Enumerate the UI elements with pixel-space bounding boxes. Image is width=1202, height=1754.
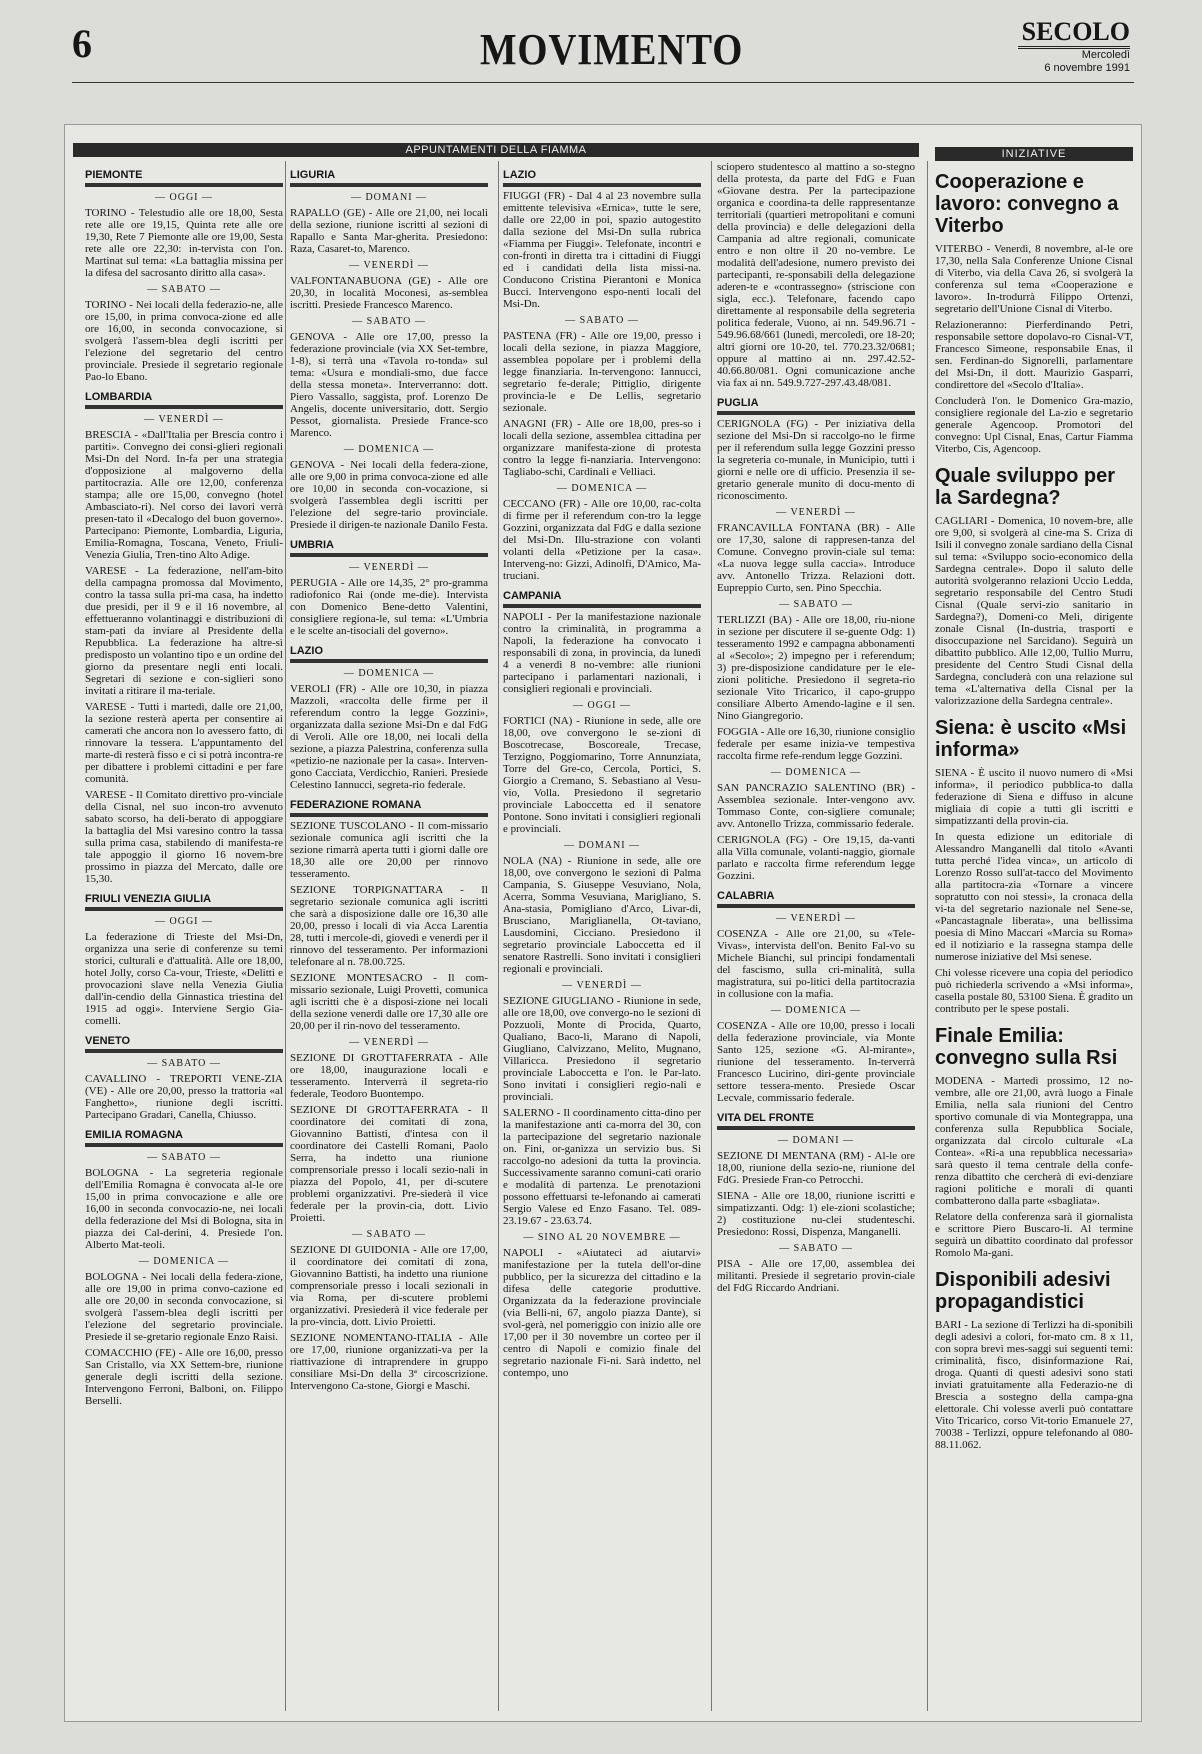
section-heading: CALABRIA <box>717 890 915 908</box>
day-heading: — SABATO — <box>779 599 853 610</box>
day-heading: — SABATO — <box>147 1058 221 1069</box>
announcement: ANAGNI (FR) - Alle ore 18,00, pres-so i locali della sezione, assemblea cittadina per organizzare manifesta-zione di protesta contro la legge fi-nanziaria. Intervengono: Tagliabo-schi, Cardinali e Velliaci. <box>503 418 701 478</box>
day-heading: — VENERDÌ — <box>776 507 856 518</box>
announcement: SEZIONE DI GROTTAFERRATA - Il coordinatore dei comitati di zona, Giovannino Battisti, d'intesa con il coordinatore dei Castelli Romani, Paolo Serra, ha indetto una riunione comprensoriale presso i locali sezio-nali in piazza del Popolo, 41, per di-scutere problemi organizzativi. Pre-siederà il vice federale per la provin-cia, dott. Livio Proietti. <box>290 1104 488 1224</box>
announcement: TORINO - Nei locali della federazio-ne, alle ore 15,00, in prima convoca-zione ed alle ore 16,00, in seconda convocazione, si svolgerà l'assem-blea degli iscritti per l'elezione del segretario del centro provinciale. Presiede il segretario regionale Pao-lo Ebano. <box>85 299 283 383</box>
announcement: La federazione di Trieste del Msi-Dn, organizza una serie di conferenze su temi storici, culturali e d'attualità. Alle ore 18,00, hotel Jolly, corso Ca-vour, Trieste, «Delitti e provocazioni slave nella Venezia Giulia dall'in-cendio della Ginnastica triestina del 1915 ad oggi». Interviene Sergio Gia-comelli. <box>85 931 283 1027</box>
column-1 <box>85 161 283 1711</box>
announcement: FOGGIA - Alle ore 16,30, riunione consiglio federale per esame inizia-ve tempestiva raccolta firme refe-rendum legge Gozzini. <box>717 726 915 762</box>
day-heading: — OGGI — <box>155 192 213 203</box>
day-heading: — DOMANI — <box>350 192 428 203</box>
day-heading: — DOMANI — <box>777 1135 855 1146</box>
column-2 <box>290 161 488 1711</box>
announcement: CECCANO (FR) - Alle ore 10,00, rac-colta di firme per il referendum con-tro la legge Gozzini, organizzata dal FdG e dalla sezione del Msi-Dn. Illu-strazione con volanti volanti della «Petizione per la casa». Interveng-no: Gizzi, Adinolfi, D'Amico, Ma-truciani. <box>503 498 701 582</box>
article-paragraph: Relazioneranno: Pierferdinando Petri, responsabile settore dopolavo-ro Cisnal-VT, Francesco Simeone, responsabile Enas, il sen. Ferdinan-do Signorelli, parlamentare del Msi-Dn, il dott. Maurizio Gasparri, condirettore del «Secolo d'Italia». <box>935 319 1133 391</box>
section-heading: PUGLIA <box>717 397 915 415</box>
announcement: PASTENA (FR) - Alle ore 19,00, presso i locali della sezione, in piazza Maggiore, assemblea popolare per i problemi della legge finanziaria. In-tervengono: Iannucci, segretario fe-derale; Pittiglio, dirigente provincia-le e De Lellis, segretario sezionale. <box>503 330 701 414</box>
section-heading: LAZIO <box>290 645 488 663</box>
announcement: GENOVA - Nei locali della federa-zione, alle ore 9,00 in prima convoca-zione ed alle ore 10,00 in seconda con-vocazione, si svolgerà l'assemblea degli iscritti per l'elezione del segre-tario provinciale. Presiede il dirigen-te nazionale Danilo Festa. <box>290 459 488 531</box>
announcement: NAPOLI - «Aiutateci ad aiutarvi» manifestazione per la tutela dell'or-dine pubblico, per la sicurezza del cittadino e la difesa delle categorie produttive. Organizzata da la federazione provinciale (via Belli-ni, 67, angolo piazza Dante), si svol-gerà, nel pomeriggio con inizio alle ore 17,00 per il 30 novembre un corteo per il centro di Napoli e comizio finale del segretario nazionale Fi-ni. Sarà indetto, nel contempo, uno <box>503 1247 701 1379</box>
article-paragraph: Relatore della conferenza sarà il giornalista e scrittore Piero Buscaro-li. Al termine seguirà un dibattito coordinato dal professor Romolo Ma-gani. <box>935 1211 1133 1259</box>
announcement: COMACCHIO (FE) - Alle ore 16,00, presso San Cristallo, via XX Settem-bre, riunione generale degli iscritti della sezione. Intervengono Ferroni, Balboni, on. Filippo Berselli. <box>85 1347 283 1407</box>
announcement: BOLOGNA - Nei locali della federa-zione, alle ore 19,00 in prima convo-cazione ed alle ore 20,00 in seconda convocazione, si svolgerà l'assem-blea degli iscritti per l'elezione del segretario provinciale. Presiede il se-gretario regionale Enzo Raisi. <box>85 1271 283 1343</box>
column-divider <box>927 161 928 1711</box>
day-heading: — SABATO — <box>352 316 426 327</box>
article-headline: Siena: è uscito «Msi informa» <box>935 717 1127 761</box>
article-headline: Finale Emilia: convegno sulla Rsi <box>935 1025 1118 1069</box>
announcement: SIENA - Alle ore 18,00, riunione iscritti e simpatizzanti. Odg: 1) ele-zioni scolastiche; 2) costituzione nu-clei studenteschi. Presiedono: Rossi, Dispenza, Manganelli. <box>717 1190 915 1238</box>
announcement: PERUGIA - Alle ore 14,35, 2° pro-gramma radiofonico Rai (onde me-die). Intervista con Domenico Bene-detto Valentini, consigliere regiona-le, sul tema: «L'Umbria e le scelte an-tisociali del governo». <box>290 577 488 637</box>
announcement: VARESE - Il Comitato direttivo pro-vinciale della Cisnal, nel suo incon-tro avvenuto sabato scorso, ha deli-berato di appoggiare la battaglia del Msi varesino contro la tassa sulla prima casa, stabilendo di manifesta-re tale appoggio il giorno 16 novem-bre prossimo in piazza del Mercato, dalle ore 15,30. <box>85 789 283 885</box>
day-heading: — DOMENICA — <box>343 668 435 679</box>
section-heading: LAZIO <box>503 169 701 187</box>
announcement: VARESE - Tutti i martedì, dalle ore 21,00, la sezione resterà aperta per consentire ai camerati che ancora non lo avessero fatto, di rinnovare la tessera. L'appuntamento del marte-dì resterà fisso e ci si potrà incontra-re per dibattere i problemi cittadini e per fare comunità. <box>85 701 283 785</box>
newspaper-sheet <box>64 124 1142 1722</box>
announcement: SEZIONE DI MENTANA (RM) - Al-le ore 18,00, riunione della sezio-ne, riunione del FdG. Presiede Fran-co Petrocchi. <box>717 1150 915 1186</box>
masthead <box>1018 18 1130 75</box>
day-heading: — DOMENICA — <box>556 483 648 494</box>
day-heading: — DOMENICA — <box>138 1256 230 1267</box>
article-paragraph: CAGLIARI - Domenica, 10 novem-bre, alle ore 9,00, si svolgerà al cine-ma S. Criza di Isili il convegno zonale sardiano della Cisnal sul tema: «Sviluppo socio-economico della Sardegna centrale». Dopo il saluto delle autorità svolgeranno relazioni Uccio Ledda, segretario responsabile del Centro Studi Cisnal (Quale servi-zio sanitario in Sardegna?), Domeni-co Meli, dirigente zonale Cisnal (In-dustria, trasporti e disoccupazione nel Sarcidano). Seguirà un dibattito pubblico. Alle 12,00, Tullio Murru, presidente del Centro Studi Cisnal della Sardegna, concluderà con una relazione sul tema «L'alternativa della Cisnal per la valorizzazione della Sardegna centrale». <box>935 515 1133 707</box>
day-heading: — VENERDÌ — <box>776 913 856 924</box>
article-paragraph: SIENA - È uscito il nuovo numero di «Msi informa», il periodico pubblica-to dalla federazione di Siena e diffuso in alcune migliaia di copie a tutti gli iscritti e simpatizzanti della provin-cia. <box>935 767 1133 827</box>
day-heading: — SABATO — <box>147 284 221 295</box>
announcement: sciopero studentesco al mattino a so-stegno della protesta, da parte del FdG e Fuan «Giovane destra. Per la partecipazione organica e coordina-ta delle rappresentanze territoriali (quartieri metropolitani e comuni della provincia) e delle delegazioni della Campania ad altre regionali, comunicate entro e non oltre il 20 no-vembre. Le modalità dell'adesione, numero previsto dei partecipanti, re-sponsabili della delegazione aderen-te e «contrassegno» (striscione con sigla, ecc.). Telefonare, facendo capo direttamente al responsabile della segreteria politica federale, Vuono, ai nn. 549.96.71 - 549.96.68/661 (lunedì, mercoledì, ore 18-20; altri giorni ore 10-20, tel. 770.23.32/0681; oppure al mattino ai nn. 297.42.52-40.66.80/081. Ogni comunicazione anche via fax ai nn. 549.9.727-297.43.48/081. <box>717 161 915 389</box>
day-heading: — OGGI — <box>155 916 213 927</box>
day-heading: — DOMENICA — <box>770 767 862 778</box>
announcement: NOLA (NA) - Riunione in sede, alle ore 18,00, ove convergono le sezioni di Palma Campania, S. Giuseppe Vesuviano, Nola, Acerra, Somma Vesuviana, Marigliano, S. Ana-stasia, Pomigliano d'Arco, Livar-di, Brusciano, Mariglianella, Ot-taviano, Lausdomini, Cicciano. Presiedono il segretario provinciale Laboccetta ed il senatore Rastrelli. Sono invitati i consiglieri regionali e provinciali. <box>503 855 701 975</box>
section-heading: CAMPANIA <box>503 590 701 608</box>
day-heading: — SABATO — <box>779 1243 853 1254</box>
announcement: FIUGGI (FR) - Dal 4 al 23 novembre sulla emittente televisiva «Ernica», tutte le sere, dalle ore 22,00 in poi, spazio autogestito dalla sezione del Msi-Dn sulla rubrica «Fiamma per Fiuggi». Telefonate, incontri e con-fronti in diretta tra i cittadini di Fiuggi ed i candidati della lista missi-na. Conducono Cristina Pierantoni e Monica Bucci. Intervengono espo-nenti locali del Msi-Dn. <box>503 190 701 310</box>
initiatives-label: INIZIATIVE <box>935 147 1133 161</box>
column-divider <box>711 161 712 1711</box>
section-heading: PIEMONTE <box>85 169 283 187</box>
announcement: CERIGNOLA (FG) - Ore 19,15, da-vanti alla Villa comunale, volanti-naggio, giornale parlato e raccolta firme referendum legge Gozzini. <box>717 834 915 882</box>
announcement: SAN PANCRAZIO SALENTINO (BR) - Assemblea sezionale. Inter-vengono avv. Tommaso Conte, con-sigliere comunale; avv. Antonello Trizza, commissario federale. <box>717 782 915 830</box>
section-heading: FRIULI VENEZIA GIULIA <box>85 893 283 911</box>
announcement: FORTICI (NA) - Riunione in sede, alle ore 18,00, ove convergono le se-zioni di Boscotrecase, Boscoreale, Trecase, Terzigno, Poggiomarino, Torre Annunziata, Torre del Gre-co, Cercola, Portici, S. Giorgio a Cremano, S. Sebastiano al Vesu-vio, Volla. Presiedono il segretario provinciale Laboccetta ed il senatore Pontone. Sono invitati i consiglieri regionali e provinciali. <box>503 715 701 835</box>
announcement: BOLOGNA - La segreteria regionale dell'Emilia Romagna è convocata al-le ore 15,00 in prima convocazione e alle ore 16,00 in seconda convocazio-ne, nei locali della federazione del Msi di Bologna, sita in piazza dei Cal-derini, 4. Presiede l'on. Alberto Mat-teoli. <box>85 1167 283 1251</box>
article-paragraph: VITERBO - Venerdì, 8 novembre, al-le ore 17,30, nella Sala Conferenze Unione Cisnal di Viterbo, via della Cava 26, si svolgerà la conferenza sul tema «Cooperazione e lavoro». In-trodurrà Filippo Ortenzi, segretario dell'Unione Cisnal di Viterbo. <box>935 243 1133 315</box>
day-heading: — SABATO — <box>352 1229 426 1240</box>
announcement: PISA - Alle ore 17,00, assemblea dei militanti. Presiede il segretario provin-ciale del FdG Riccardo Andriani. <box>717 1258 915 1294</box>
announcement: SEZIONE TORPIGNATTARA - Il segretario sezionale comunica agli iscritti che sarà a disposizione dalle ore 16,30 alle 20,00, presso i locali di via Acca Larentia 28, tutti i mercole-dì, giovedì e venerdì per il rinnovo del tesseramento. Per informazioni telefonare al n. 78.00.725. <box>290 884 488 968</box>
article-headline: Cooperazione e lavoro: convegno a Viterbo <box>935 171 1119 237</box>
announcement: TORINO - Telestudio alle ore 18,00, Sesta rete alle ore 19,15, Quinta rete alle ore 19,30, Rete 7 Piemonte alle ore 19,00, Sesta rete alle ore 22,30: in-tervista con l'on. Martinat sul tema: «La battaglia missina per la difesa del sacrosanto diritto alla casa». <box>85 207 283 279</box>
announcement: NAPOLI - Per la manifestazione nazionale contro la criminalità, in programma a Napoli, la federazione ha convocato i responsabili di zona, in provincia, da lunedì 4 a venerdì 8 no-vembre: alle riunioni partecipano i parlamentari nazionali, i consiglieri regionali e provinciali. <box>503 611 701 695</box>
announcement: SEZIONE DI GROTTAFERRATA - Alle ore 18,00, inaugurazione locali e tesseramento. Interverrà il segreta-rio federale, Teodoro Buontempo. <box>290 1052 488 1100</box>
column-4 <box>717 161 915 1711</box>
article-paragraph: BARI - La sezione di Terlizzi ha di-sponibili degli adesivi a colori, for-mato cm. 8 x 11, con sopra brevi mes-saggi sui seguenti temi: criminalità, fisco, disinformazione Rai, droga. Quanti di questi adesivi sono stati inviati gratuitamente alla Federazio-ne di Brescia a sostegno della campa-gna elettorale. Chi volesse averli può contattare Vito Tricarico, corso Vit-torio Emanuele 27, 70038 - Terlizzi, oppure telefonando al 080-88.11.062. <box>935 1319 1133 1451</box>
article-paragraph: Chi volesse ricevere una copia del periodico può richiederla scrivendo a «Msi informa», casella postale 80, 53100 Siena. È gradito un contributo per le spese postali. <box>935 967 1133 1015</box>
section-title: MOVIMENTO <box>480 25 744 74</box>
announcement: GENOVA - Alle ore 17,00, presso la federazione provinciale (via XX Set-tembre, 1-8), si terrà una «Tavola ro-tonda» sul tema: «Usura e mondiali-smo, due facce della stessa moneta». Interverranno: dott. Piero Vassallo, saggista, prof. Lorenzo De Angelis, docente universitario, dott. Sergio Pessot, giornalista. Presiede France-sco Marenco. <box>290 331 488 439</box>
day-heading: — VENERDÌ — <box>144 414 224 425</box>
announcement: TERLIZZI (BA) - Alle ore 18,00, riu-nione in sezione per discutere il se-guente Odg: 1) tesseramento 1992 e campagna abbonamenti al «Secolo»; 2) impegno per i referendum; 3) pre-disposizione candidature per le ele-zioni politiche. Presiedono il segreta-rio sezionale Vito Tricarico, il capo-gruppo consiliare Alberto Amendo-lagine e il sen. Nino Giangregorio. <box>717 614 915 722</box>
article-headline: Quale sviluppo per la Sardegna? <box>935 465 1116 509</box>
appointments-banner: APPUNTAMENTI DELLA FIAMMA <box>73 143 919 157</box>
announcement: SEZIONE GIUGLIANO - Riunione in sede, alle ore 18,00, ove convergo-no le sezioni di Pozzuoli, Monte di Procida, Quarto, Qualiano, Baco-li, Marano di Napoli, Giugliano, Calvizzano, Melito, Mugnano, Villaricca. Presiedono il segretario provinciale Laboccetta e l'on. le Par-lato. Sono invitati i consiglieri regio-nali e provinciali. <box>503 995 701 1103</box>
announcement: COSENZA - Alle ore 10,00, presso i locali della federazione provinciale, via Monte Santo 125, sezione «G. Al-mirante», riunione del tesseramento. In-terverrà Francesco Lucirino, diri-gente provinciale settore tessera-mento. Presiede Oscar Lecvale, commissario federale. <box>717 1020 915 1104</box>
announcement: BRESCIA - «Dall'Italia per Brescia contro i partiti». Convegno dei consi-glieri regionali Msi-Dn del Nord. In-fa per una strategia d'opposizione al malgoverno della partitocrazia. Alle ore 12,00, conferenza stampa; alle ore 15,00, convegno (hotel Ambasciato-ri). Nel corso dei lavori verrà presen-tato il «Decalogo del buon governo». Partecipano: Piemonte, Lombardia, Liguria, Emilia-Romagna, Toscana, Veneto, Friuli-Venezia Giulia, Tren-tino Alto Adige. <box>85 429 283 561</box>
day-heading: — SABATO — <box>565 315 639 326</box>
announcement: SEZIONE DI GUIDONIA - Alle ore 17,00, il coordinatore dei comitati di zona, Giovannino Battisti, ha indetto una riunione comprensoriale presso i locali sezionali in via Roma, per di-scutere problemi organizzativi. Presiederà il vice federale per la pro-vincia, dott. Livio Proietti. <box>290 1244 488 1328</box>
announcement: CERIGNOLA (FG) - Per iniziativa della sezione del Msi-Dn si raccolgo-no le firme per il referendum sulla legge Gozzini presso la segreteria co-munale, in Municipio, tutti i giorni e nelle ore di ufficio. Presenzia il se-gretario generale munito di docu-mento di riconoscimento. <box>717 418 915 502</box>
announcement: CAVALLINO - TREPORTI VENE-ZIA (VE) - Alle ore 20,00, presso la trattoria «al Fanghetto», riunione degli iscritti. Partecipano Gradari, Canella, Chiusso. <box>85 1073 283 1121</box>
article-paragraph: Concluderà l'on. le Domenico Gra-mazio, consigliere regionale del La-zio e segretario generale Agencoop. Promotori del convegno: Upl Cisnal, Enas, Cartur Fiamma Viterbo, Cis, Agencoop. <box>935 395 1133 455</box>
day-heading: — VENERDÌ — <box>349 1037 429 1048</box>
column-divider <box>285 161 286 1711</box>
section-heading: VENETO <box>85 1035 283 1053</box>
day-heading: — DOMANI — <box>563 840 641 851</box>
day-heading: — OGGI — <box>573 700 631 711</box>
day-heading: — SABATO — <box>147 1152 221 1163</box>
section-heading: LOMBARDIA <box>85 391 283 409</box>
announcement: SEZIONE TUSCOLANO - Il com-missario sezionale comunica agli iscritti che la sezione rimarrà aperta tutti i giorni dalle ore 18,30 alle ore 20,00 per rinnovo tesseramento. <box>290 820 488 880</box>
section-heading: VITA DEL FRONTE <box>717 1112 915 1130</box>
masthead-date: 6 novembre 1991 <box>1044 62 1130 74</box>
announcement: VEROLI (FR) - Alle ore 10,30, in piazza Mazzoli, «raccolta delle firme per il referendum contro la legge Gozzini», organizzata dalla sezione Msi-Dn e dal FdG di Veroli. Alle ore 18,00, nei locali della sezione, a piazza Palestrina, conferenza sulla «petizio-ne nazionale per la casa». Interven-gono Cacciata, Verdicchio, Ranieri. Presiede Celestino Iannucci, segreta-rio federale. <box>290 683 488 791</box>
day-heading: — VENERDÌ — <box>562 980 642 991</box>
column-divider <box>498 161 499 1711</box>
day-heading: — DOMENICA — <box>770 1005 862 1016</box>
section-heading: UMBRIA <box>290 539 488 557</box>
section-heading: FEDERAZIONE ROMANA <box>290 799 488 817</box>
article-paragraph: In questa edizione un editoriale di Alessandro Manganelli dal titolo «Avanti tutta perché l'idea vinca», un articolo di Lorenzo Rosso sull'at-tacco del Movimento alla partitocra-zia «Tornare a vincere sopratutto con noi stessi», la cronaca della vi-ta del segretario nazionale nel Sene-se, «Pancastagnale liberata», una bellissima poesia di Mino Maccari «Marcia su Roma» ed il notiziario e la rassegna stampa delle numerose iniziative del Msi senese. <box>935 831 1133 963</box>
page-number: 6 <box>72 21 92 66</box>
announcement: VALFONTANABUONA (GE) - Alle ore 20,30, in località Moconesi, as-semblea iscritti. Presiede Francesco Marenco. <box>290 275 488 311</box>
header-rule <box>72 82 1134 83</box>
day-heading: — SINO AL 20 NOVEMBRE — <box>523 1232 681 1243</box>
announcement: SALERNO - Il coordinamento citta-dino per la manifestazione anti ca-morra del 30, con la partecipazione del segretario nazionale on. Fini, or-ganizza un servizio bus. Si raccolgo-no adesioni da tutta la provincia. Successivamente saranno comuni-cati orario e modalità di partenza. Le prenotazioni possono effettuarsi te-lefonando ai camerati Sergio Valese ed Enzo Fasano. Tel. 089-23.19.67 - 23.63.74. <box>503 1107 701 1227</box>
announcement: FRANCAVILLA FONTANA (BR) - Alle ore 17,30, salone di rappresen-tanza del Comune. Convegno provin-ciale sul tema: «La nuova legge sulla caccia». Introduce avv. Antonello Trizza. Relazioni dott. Eupreppio Curto, sen. Pino Specchia. <box>717 522 915 594</box>
day-heading: — VENERDÌ — <box>349 562 429 573</box>
article-paragraph: MODENA - Martedì prossimo, 12 no-vembre, alle ore 21,00, avrà luogo a Finale Emilia, nella sala riunioni del Centro sportivo comunale di via Montegrappa, una conferenza sulla Repubblica Sociale, organizzata dal circolo culturale «La Contea». «Ri-a una repubblica necessaria» sarà questo il tema centrale della confe-renza dibattito che cercherà di evi-denziare ragioni politiche e morali di quanti combatterono dalla parte «sbagliata». <box>935 1075 1133 1207</box>
masthead-day: Mercoledì <box>1081 49 1130 61</box>
announcement: VARESE - La federazione, nell'am-bito della campagna promossa dal Movimento, contro la tassa sulla pri-ma casa, ha indetto due presidi, per il 9 e il 16 novembre, al effettueranno volantinaggi e distribuzioni di stam-pati da inviare al Presidente della Repubblica. La federazione ha altre-sì predisposto un volantino tipo e un ordine del giorno da presentare negli enti locali. Segretari di sezione e con-siglieri sono invitati a ritirare il ma-teriale. <box>85 565 283 697</box>
column-5 <box>935 161 1133 1711</box>
section-heading: EMILIA ROMAGNA <box>85 1129 283 1147</box>
announcement: COSENZA - Alle ore 21,00, su «Tele-Vivas», intervista dell'on. Benito Fal-vo su Michele Bianchi, sul principi fondamentali del fascismo, sulla cri-minalità, sulla magistratura, sui po-litici della partitocrazia in collusione con la mafia. <box>717 928 915 1000</box>
announcement: RAPALLO (GE) - Alle ore 21,00, nei locali della sezione, riunione iscritti al sezioni di Rapallo e Santa Mar-gherita. Presiedono: Raza, Casaret-to, Marenco. <box>290 207 488 255</box>
announcement: SEZIONE MONTESACRO - Il com-missario sezionale, Luigi Provetti, comunica agli iscritti che è a disposi-zione nei locali della sezione venerdì dalle ore 17,30 alle ore 20,00 per il rin-novo del tesseramento. <box>290 972 488 1032</box>
column-3 <box>503 161 701 1711</box>
article-headline: Disponibili adesivi propagandistici <box>935 1269 1111 1313</box>
day-heading: — VENERDÌ — <box>349 260 429 271</box>
masthead-logo: SECOLO <box>1018 18 1130 49</box>
section-heading: LIGURIA <box>290 169 488 187</box>
day-heading: — DOMENICA — <box>343 444 435 455</box>
announcement: SEZIONE NOMENTANO-ITALIA - Alle ore 17,00, riunione organizzati-va per la riattivazione di intraprendere in gruppo consiliare Msi-Dn della 3ª circoscrizione. Intervengono Ca-stone, Giorgi e Maschi. <box>290 1332 488 1392</box>
